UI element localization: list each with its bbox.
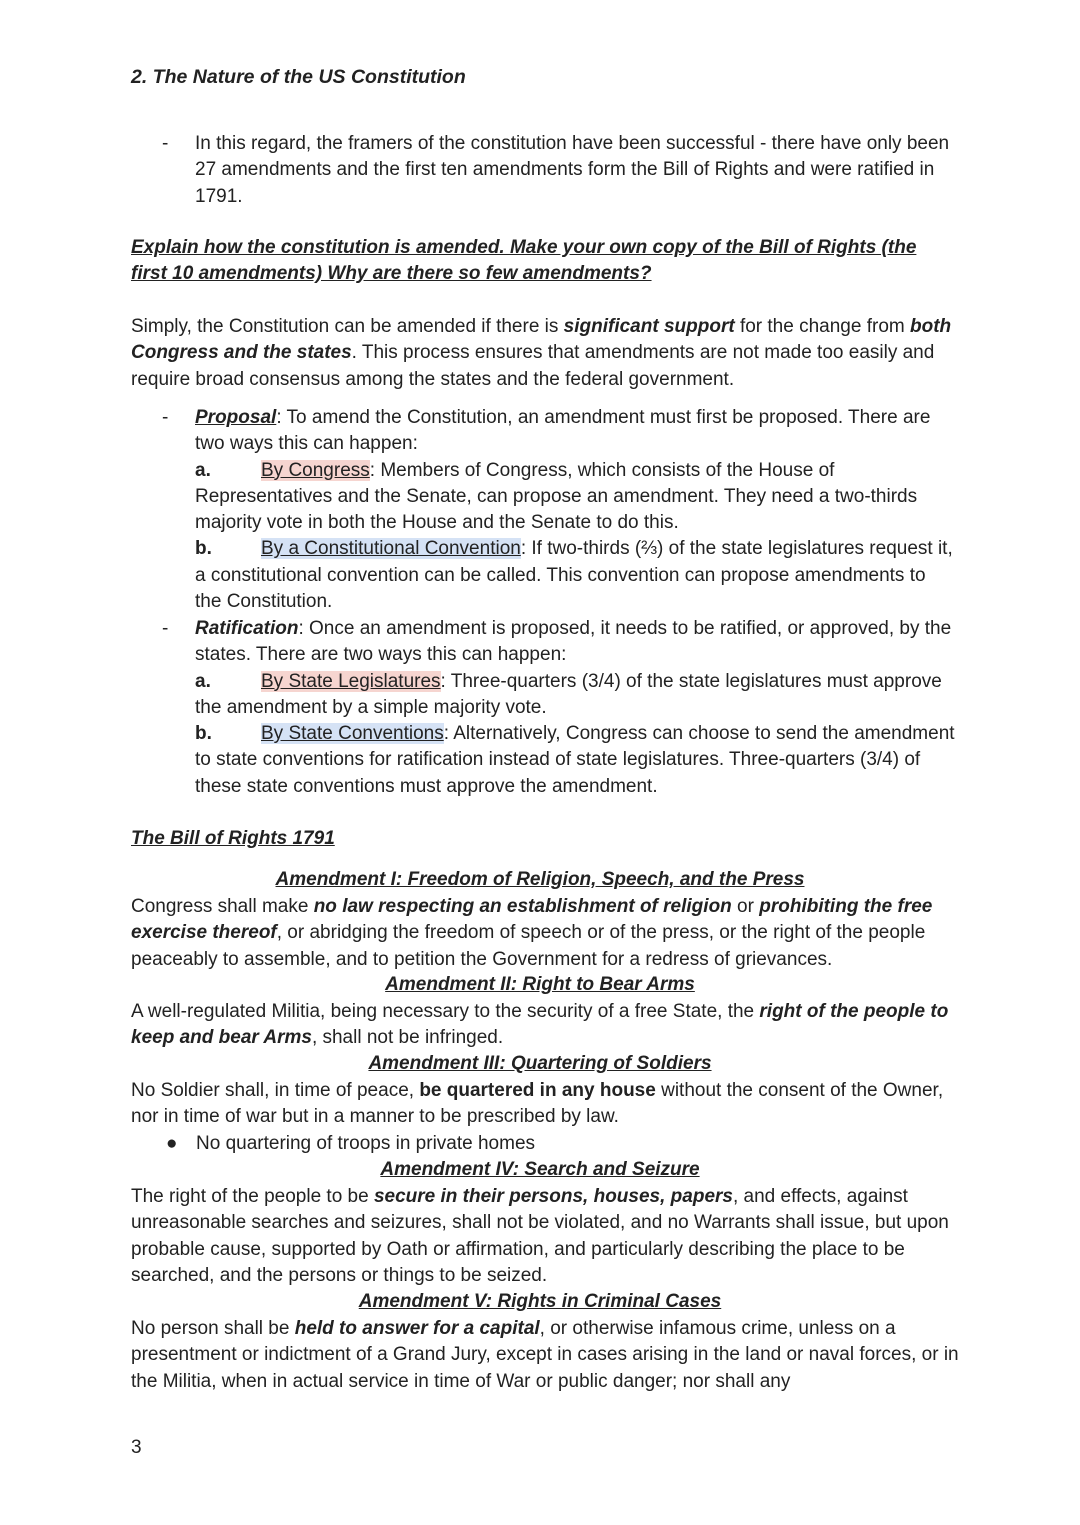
page-header: 2. The Nature of the US Constitution	[131, 66, 466, 88]
amendment-emphasis: right of the people to keep and bear Arms	[131, 1001, 949, 1049]
ratification-option-a	[195, 669, 955, 722]
amendment-3-text	[131, 1078, 961, 1131]
proposal-text: : To amend the Constitution, an amendment must first be proposed. There are two ways this can happen:	[195, 407, 931, 455]
ratification-title: Ratification	[195, 618, 299, 639]
amendment-1-heading: Amendment I: Freedom of Religion, Speech, and the Press	[275, 869, 805, 890]
question-heading: Explain how the constitution is amended. Make your own copy of the Bill of Rights (the first 10 amendments) Why are there so few amendments?	[131, 237, 917, 285]
dash-marker: -	[162, 407, 169, 428]
note-text: No quartering of troops in private homes	[196, 1133, 536, 1154]
highlighted-term: By State Legislatures	[261, 670, 441, 692]
amendment-4-text	[131, 1184, 961, 1289]
option-letter: a.	[195, 459, 211, 481]
dash-marker: -	[162, 618, 169, 639]
option-letter: b.	[195, 538, 212, 560]
summary-emphasis: significant support	[563, 316, 735, 337]
highlighted-term: By State Conventions	[261, 723, 444, 745]
ratification-intro	[195, 616, 955, 669]
bill-of-rights-title: The Bill of Rights 1791	[131, 828, 335, 849]
option-text: : Members of Congress, which consists of the House of Representatives and the Senate, can propose an amendment. They need a two-thirds majority vote in both the House and the Senate to do this.	[195, 459, 918, 534]
option-text: : Three-quarters (3/4) of the state legislatures must approve the amendment by a simple majority vote.	[195, 670, 942, 718]
summary-emphasis: both Congress and the states	[131, 316, 952, 364]
amendment-text: , shall not be infringed.	[311, 1027, 504, 1049]
proposal-title: Proposal	[195, 407, 277, 428]
highlighted-term: By a Constitutional Convention	[261, 538, 521, 560]
dash-marker: -	[162, 133, 169, 154]
amendment-emphasis: secure in their persons, houses, papers	[373, 1186, 733, 1207]
ratification-option-b	[195, 721, 955, 800]
amendment-1-text	[131, 894, 961, 973]
amendment-text: No person shall be	[131, 1318, 295, 1339]
summary-text: for the change from	[734, 316, 910, 337]
option-letter: a.	[195, 670, 211, 692]
amendment-3-note	[166, 1131, 535, 1157]
amendment-text: , or otherwise infamous crime, unless on a presentment or indictment of a Grand Jury, except in cases arising in the land or naval forces, or in the Militia, when in actual service in time of War or public danger; nor shall any	[131, 1318, 959, 1392]
proposal-item	[162, 405, 955, 615]
amendment-4-heading: Amendment IV: Search and Seizure	[380, 1159, 700, 1180]
amendment-emphasis: no law respecting an establishment of religion	[313, 896, 732, 917]
proposal-intro	[195, 405, 955, 458]
amendment-text: A well-regulated Militia, being necessary to the security of a free State, the	[131, 1001, 760, 1022]
ratification-item	[162, 616, 955, 800]
summary-text: . This process ensures that amendments are not made too easily and require broad consensus among the states and the federal government.	[131, 342, 935, 390]
highlighted-term: By Congress	[261, 459, 370, 481]
proposal-option-b	[195, 536, 955, 615]
summary-text: Simply, the Constitution can be amended if there is	[131, 316, 564, 337]
amendment-5-text	[131, 1316, 961, 1395]
amendment-text: The right of the people to be	[131, 1186, 374, 1207]
amendment-text: , or abridging the freedom of speech or of the press, or the right of the people peaceably to assemble, and to petition the Government for a redress of grievances.	[131, 922, 926, 970]
amendment-emphasis: prohibiting the free exercise thereof	[131, 896, 933, 944]
amendment-text: or	[731, 896, 760, 917]
amendment-text: without the consent of the Owner, nor in time of war but in a manner to be prescribed by law.	[131, 1080, 944, 1128]
intro-text: In this regard, the framers of the constitution have been successful - there have only been 27 amendments and the first ten amendments form the Bill of Rights and were ratified in 1791.	[195, 133, 950, 207]
amendment-emphasis: be quartered in any house	[419, 1080, 656, 1101]
option-text: : If two-thirds (⅔) of the state legislatures request it, a constitutional convention can be called. This convention can propose amendments to the Constitution.	[195, 538, 953, 613]
summary-paragraph	[131, 314, 961, 393]
amendment-text: No Soldier shall, in time of peace,	[131, 1080, 420, 1101]
amendment-text: Congress shall make	[131, 896, 314, 917]
option-text: : Alternatively, Congress can choose to send the amendment to state conventions for ratification instead of state legislatures. Three-quarters (3/4) of these state conventions must approve the amendment.	[195, 723, 955, 797]
intro-list-item	[162, 131, 955, 210]
amendment-text: , and effects, against unreasonable searches and seizures, shall not be violated, and no Warrants shall issue, but upon probable cause, supported by Oath or affirmation, and particularly describing the place to be searched, and the persons or things to be seized.	[131, 1186, 949, 1286]
amendment-emphasis: held to answer for a capital	[294, 1318, 540, 1339]
amendment-2-text	[131, 999, 961, 1052]
amendment-3-heading: Amendment III: Quartering of Soldiers	[368, 1053, 712, 1074]
ratification-text: : Once an amendment is proposed, it needs to be ratified, or approved, by the states. There are two ways this can happen:	[195, 618, 952, 666]
bullet-icon: ●	[166, 1133, 178, 1154]
amendment-2-heading: Amendment II: Right to Bear Arms	[385, 974, 695, 995]
page-number: 3	[131, 1437, 142, 1458]
amendment-5-heading: Amendment V: Rights in Criminal Cases	[358, 1291, 722, 1312]
option-letter: b.	[195, 723, 212, 745]
proposal-option-a	[195, 458, 955, 537]
